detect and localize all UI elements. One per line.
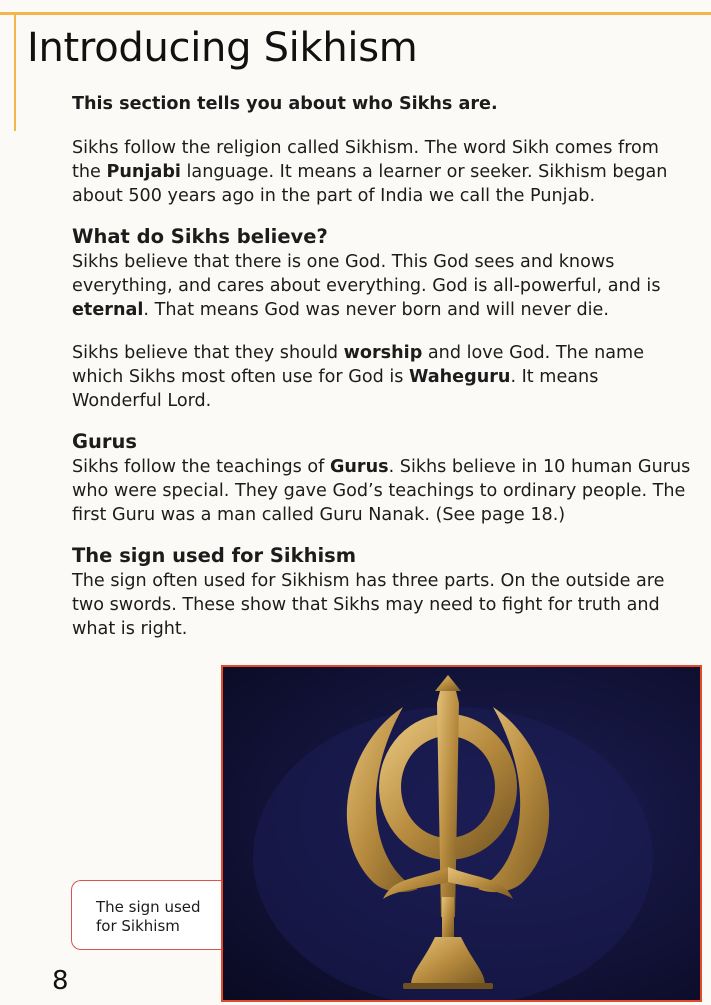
- heading-gurus: Gurus: [72, 430, 137, 453]
- heading-sign: The sign used for Sikhism: [72, 544, 357, 567]
- key-term: Gurus: [329, 457, 389, 477]
- intro-text: This section tells you about who Sikhs are.: [72, 94, 498, 114]
- page-number: 8: [52, 966, 69, 996]
- heading-beliefs: What do Sikhs believe?: [72, 225, 328, 248]
- khanda-photo: [221, 665, 702, 1002]
- top-accent-rule: [0, 12, 711, 15]
- khanda-emblem-icon: [223, 667, 700, 1000]
- paragraph-sign: The sign often used for Sikhism has three parts. On the outside are two swords. These show that Sikhs may need to fight for truth and what is right.: [72, 571, 665, 639]
- paragraph-gurus: Sikhs follow the teachings of Gurus. Sikhs believe in 10 human Gurus who were special. They gave God’s teachings to ordinary people. The first Guru was a man called Guru Nanak. (See page 18.): [72, 457, 691, 525]
- key-term: worship: [343, 343, 423, 363]
- page-title: Introducing Sikhism: [27, 25, 418, 71]
- photo-caption: [71, 880, 221, 950]
- paragraph-worship: Sikhs believe that they should worship and love God. The name which Sikhs most often use for God is Waheguru. It means Wonderful Lord.: [72, 343, 645, 411]
- caption-line-1: The sign used: [96, 898, 201, 916]
- caption-line-2: for Sikhism: [96, 917, 180, 935]
- paragraph-origins: Sikhs follow the religion called Sikhism. The word Sikh comes from the Punjabi language. It means a learner or seeker. Sikhism began about 500 years ago in the part of India we call the Punjab.: [72, 138, 668, 206]
- key-term: Waheguru: [409, 367, 511, 387]
- key-term: Punjabi: [106, 162, 181, 182]
- main-content: [72, 92, 692, 641]
- key-term: eternal: [72, 300, 144, 320]
- paragraph-one-god: Sikhs believe that there is one God. This God sees and knows everything, and cares about everything. God is all-powerful, and is eternal. That means God was never born and will never die.: [72, 252, 661, 320]
- side-accent-rule: [14, 15, 16, 131]
